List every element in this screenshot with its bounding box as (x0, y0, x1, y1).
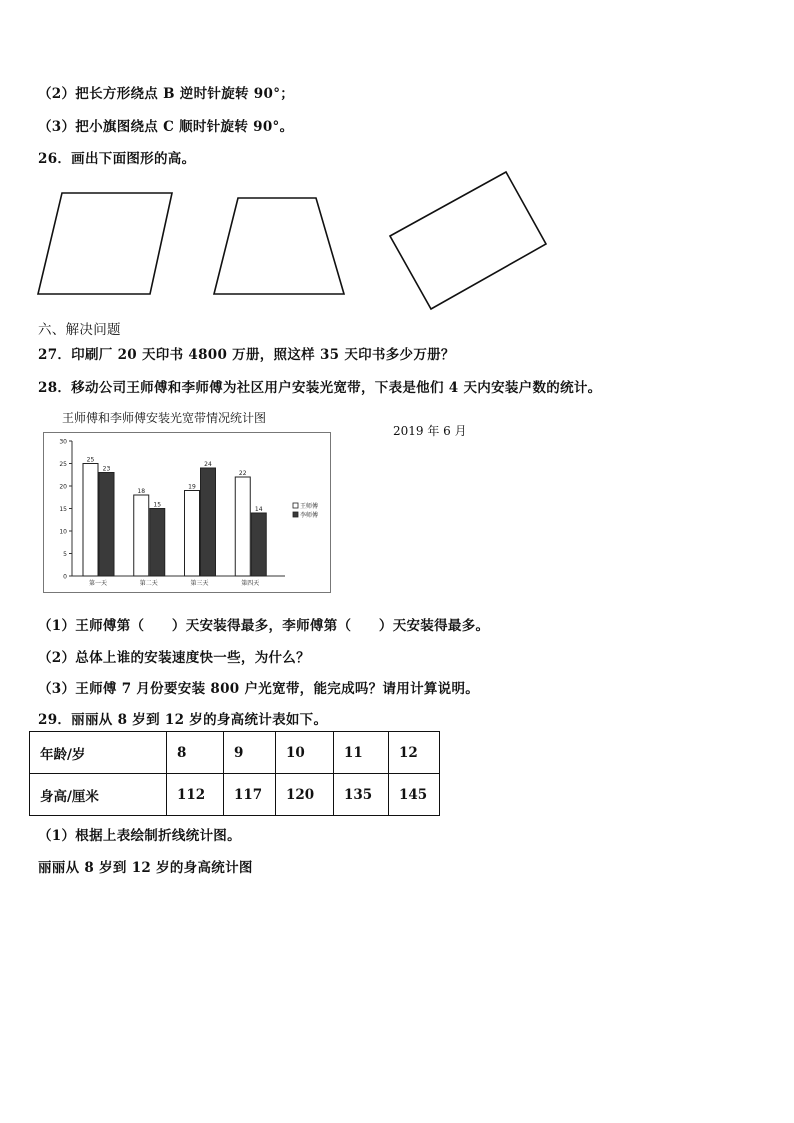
question-27: 27．印刷厂 20 天印书 4800 万册，照这样 35 天印书多少万册？ (38, 347, 455, 363)
y-tick-label: 25 (59, 461, 67, 468)
line-chart-title: 丽丽从 8 岁到 12 岁的身高统计图 (38, 860, 253, 876)
table-cell: 10 (276, 732, 334, 774)
bar-li (99, 473, 114, 577)
bar-wang (134, 495, 149, 576)
data-label: 24 (204, 461, 212, 468)
data-label: 18 (137, 488, 146, 495)
question-29-part-1: （1）根据上表绘制折线统计图。 (38, 828, 241, 844)
table-cell: 年龄/岁 (30, 732, 167, 774)
category-label: 第三天 (190, 580, 209, 587)
height-table (29, 731, 440, 816)
question-25-part-3: （3）把小旗图绕点 C 顺时针旋转 90°。 (38, 119, 294, 135)
chart-date: 2019 年 6 月 (393, 424, 467, 438)
section-6-heading: 六、解决问题 (38, 322, 121, 338)
table-row (30, 732, 440, 774)
bar-li (251, 513, 266, 576)
data-label: 14 (254, 506, 263, 513)
y-tick-label: 10 (59, 528, 67, 536)
y-tick-label: 30 (59, 438, 67, 446)
bar-wang (185, 491, 200, 577)
table-cell: 117 (224, 774, 276, 816)
table-cell: 8 (167, 732, 224, 774)
y-tick-label: 15 (59, 506, 67, 513)
chart-title: 王师傅和李师傅安装光宽带情况统计图 (62, 411, 267, 425)
data-label: 23 (102, 465, 111, 473)
table-cell: 112 (167, 774, 224, 816)
category-label: 第二天 (139, 580, 158, 587)
data-label: 15 (153, 501, 162, 509)
table-cell: 120 (276, 774, 334, 816)
table-cell: 135 (334, 774, 389, 816)
question-28-part-3: （3）王师傅 7 月份要安装 800 户光宽带，能完成吗？请用计算说明。 (38, 681, 480, 697)
bar-li (150, 509, 165, 577)
y-tick-label: 5 (63, 551, 67, 558)
legend-label: 李师傅 (300, 512, 319, 519)
question-29: 29．丽丽从 8 岁到 12 岁的身高统计表如下。 (38, 712, 328, 728)
question-25-part-2: （2）把长方形绕点 B 逆时针旋转 90°； (38, 86, 295, 102)
table-cell: 身高/厘米 (30, 774, 167, 816)
category-label: 第四天 (241, 580, 260, 587)
table-row (30, 774, 440, 816)
y-tick-label: 0 (63, 573, 67, 581)
question-28-part-2: （2）总体上谁的安装速度快一些，为什么？ (38, 650, 310, 666)
question-26: 26．画出下面图形的高。 (38, 151, 196, 167)
question-28-part-1: （1）王师傅第（ ）天安装得最多，李师傅第（ ）天安装得最多。 (38, 618, 490, 634)
data-label: 25 (86, 456, 95, 464)
bar-li (201, 468, 216, 576)
legend-label: 王师傅 (300, 503, 319, 510)
data-label: 22 (238, 470, 247, 477)
data-label: 19 (188, 483, 196, 491)
table-cell: 12 (389, 732, 440, 774)
legend-swatch (293, 512, 298, 517)
y-tick-label: 20 (59, 483, 67, 491)
table-cell: 145 (389, 774, 440, 816)
table-cell: 11 (334, 732, 389, 774)
question-28: 28．移动公司王师傅和李师傅为社区用户安装光宽带，下表是他们 4 天内安装户数的统计。 (38, 380, 602, 396)
table-cell: 9 (224, 732, 276, 774)
bar-wang (83, 464, 98, 577)
bar-wang (235, 477, 250, 576)
legend-swatch (293, 503, 298, 508)
category-label: 第一天 (88, 580, 108, 587)
